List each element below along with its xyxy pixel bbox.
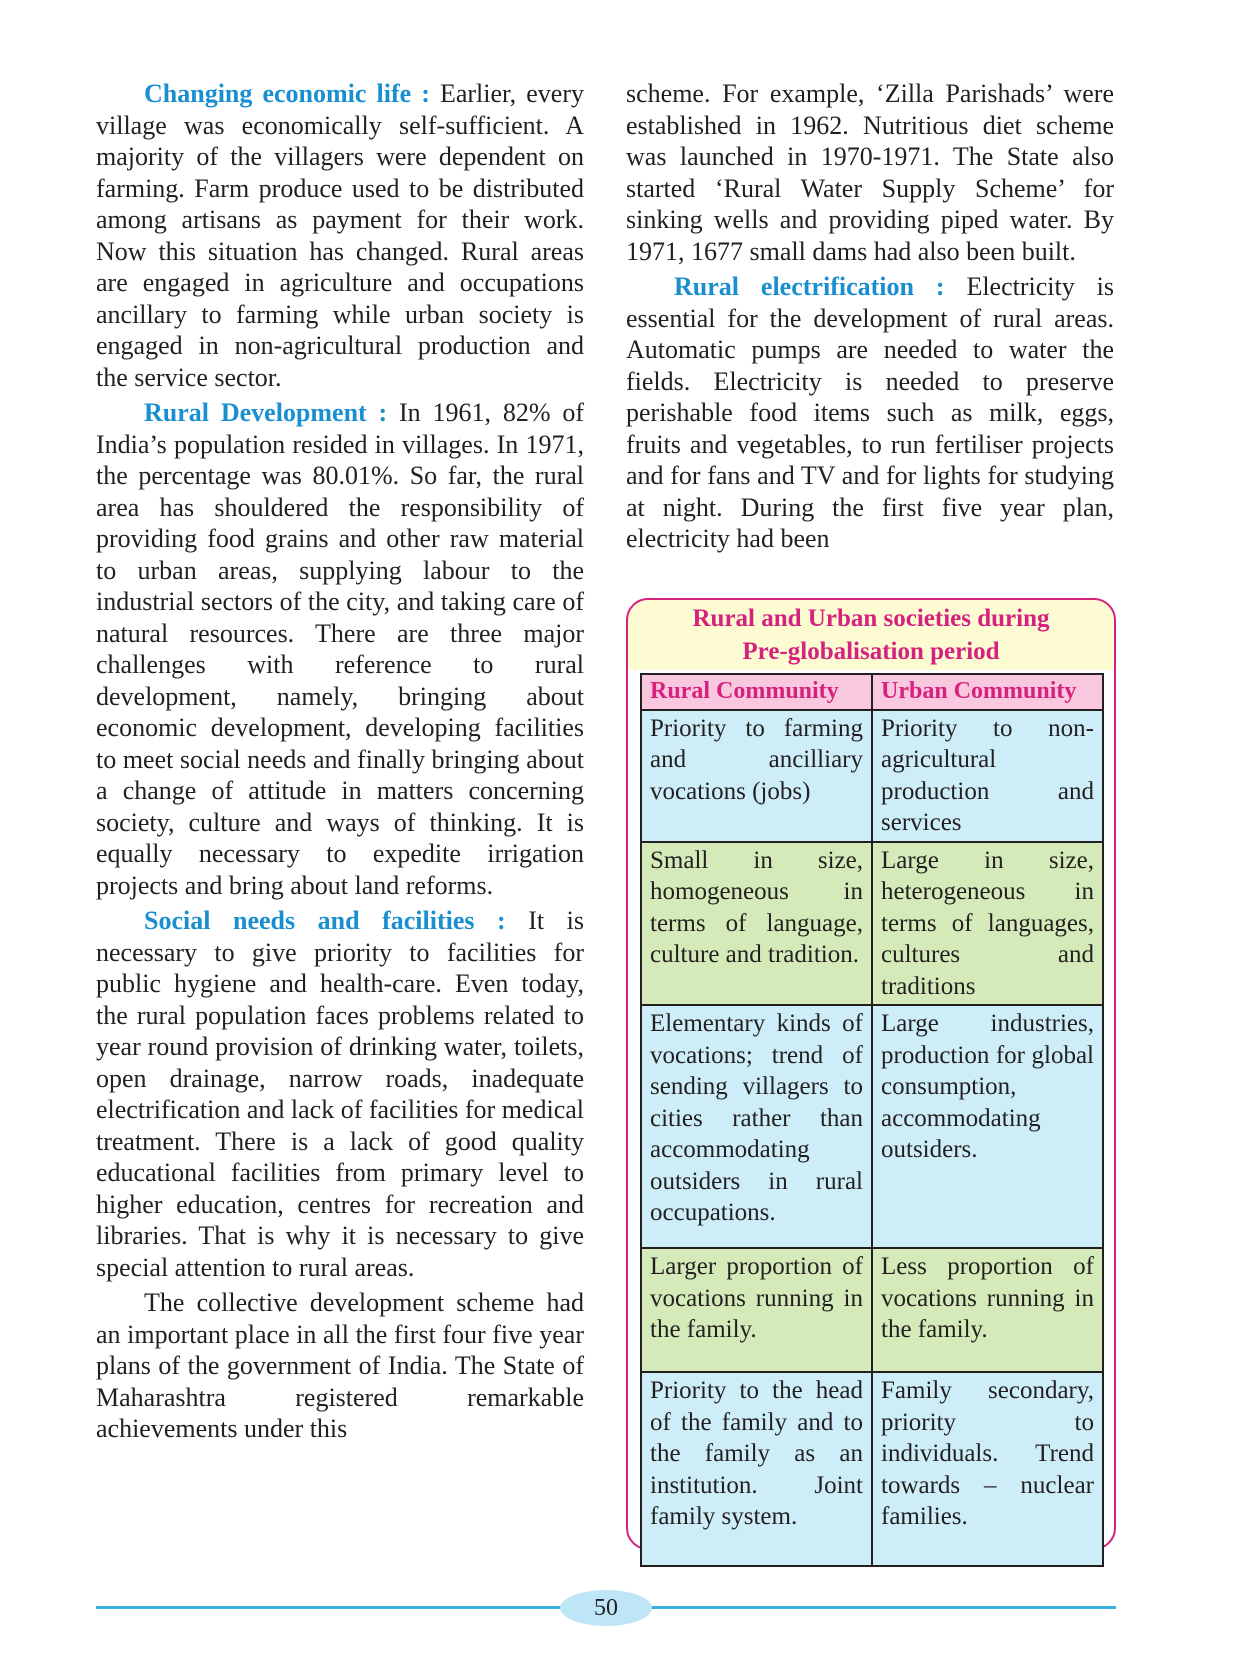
table-row (641, 1372, 1103, 1566)
paragraph-zilla-parishads: scheme. For example, ‘Zilla Parishads’ were established in 1962. Nutritious diet scheme was launched in 1970-1971. The State also started ‘Rural Water Supply Scheme’ for sinking wells and providing piped water. By 1971, 1677 small dams had also been built. (626, 79, 1114, 266)
paragraph-collective-scheme: The collective development scheme had an important place in all the first four five year plans of the government of India. The State of Maharashtra registered remarkable achievements under this (96, 1288, 584, 1443)
cell-rural: Small in size, homogeneous in terms of language, culture and tradition. (641, 842, 872, 1006)
cell-urban: Less proportion of vocations running in the family. (872, 1248, 1103, 1372)
right-column (626, 78, 1114, 559)
cell-urban: Large industries, production for global consumption, accommodating outsiders. (872, 1005, 1103, 1248)
heading-economic-life: Changing economic life : (144, 79, 430, 108)
table-header-row (641, 674, 1103, 710)
paragraph-text: Electricity is essential for the development of rural areas. Automatic pumps are needed to water the fields. Electricity is needed to preserve perishable food items such as milk, eggs, fruits and vegetables, to run fertiliser projects and for fans and TV and for lights for studying at night. During the first five year plan, electricity had been (626, 272, 1114, 553)
header-urban-community: Urban Community (872, 674, 1103, 710)
comparison-table (640, 673, 1104, 1567)
table-row (641, 1005, 1103, 1248)
heading-rural-electrification: Rural electrification : (674, 272, 945, 301)
cell-rural: Larger proportion of vocations running in the family. (641, 1248, 872, 1372)
left-column (96, 78, 584, 1449)
cell-urban: Large in size, heterogeneous in terms of languages, cultures and traditions (872, 842, 1103, 1006)
paragraph-rural-development (96, 397, 584, 901)
cell-rural: Elementary kinds of vocations; trend of sending villagers to cities rather than accommodating outsiders in rural occupations. (641, 1005, 872, 1248)
footer-rule-right (646, 1606, 1116, 1609)
table-title-line-1: Rural and Urban societies during (692, 605, 1050, 632)
page-number: 50 (560, 1590, 652, 1626)
heading-social-needs: Social needs and facilities : (144, 906, 506, 935)
cell-urban: Priority to non-agricultural production and services (872, 710, 1103, 842)
table-row (641, 842, 1103, 1006)
header-rural-community: Rural Community (641, 674, 872, 710)
table-title-line-2: Pre-globalisation period (742, 638, 1000, 665)
cell-rural: Priority to the head of the family and to the family as an institution. Joint family system. (641, 1372, 872, 1566)
heading-rural-development: Rural Development : (144, 398, 388, 427)
cell-urban: Family secondary, priority to individuals. Trend towards – nuclear families. (872, 1372, 1103, 1566)
table-row (641, 1248, 1103, 1372)
paragraph-social-needs (96, 905, 584, 1283)
cell-rural: Priority to farming and ancilliary vocations (jobs) (641, 710, 872, 842)
footer-rule-left (96, 1606, 566, 1609)
paragraph-text: It is necessary to give priority to facilities for public hygiene and health-care. Even today, the rural population faces problems related to year round provision of drinking water, toilets, open drainage, narrow roads, inadequate electrification and lack of facilities for medical treatment. There is a lack of good quality educational facilities from primary level to higher education, centres for recreation and libraries. That is why it is necessary to give special attention to rural areas. (96, 906, 584, 1282)
paragraph-economic-life (96, 78, 584, 393)
table-row (641, 710, 1103, 842)
paragraph-text: Earlier, every village was economically self-sufficient. A majority of the villagers were dependent on farming. Farm produce used to be distributed among artisans as payment for their work. Now this situation has changed. Rural areas are engaged in agriculture and occupations ancillary to farming while urban society is engaged in non-agricultural production and the service sector. (96, 79, 584, 392)
paragraph-rural-electrification (626, 271, 1114, 555)
paragraph-text: In 1961, 82% of India’s population resided in villages. In 1971, the percentage was 80.01%. So far, the rural area has shouldered the responsibility of providing food grains and other raw material to urban areas, supplying labour to the industrial sectors of the city, and taking care of natural resources. There are three major challenges with reference to rural development, namely, bringing about economic development, developing facilities to meet social needs and finally bringing about a change of attitude in matters concerning society, culture and ways of thinking. It is equally necessary to expedite irrigation projects and bring about land reforms. (96, 398, 584, 900)
table-title (626, 602, 1116, 668)
